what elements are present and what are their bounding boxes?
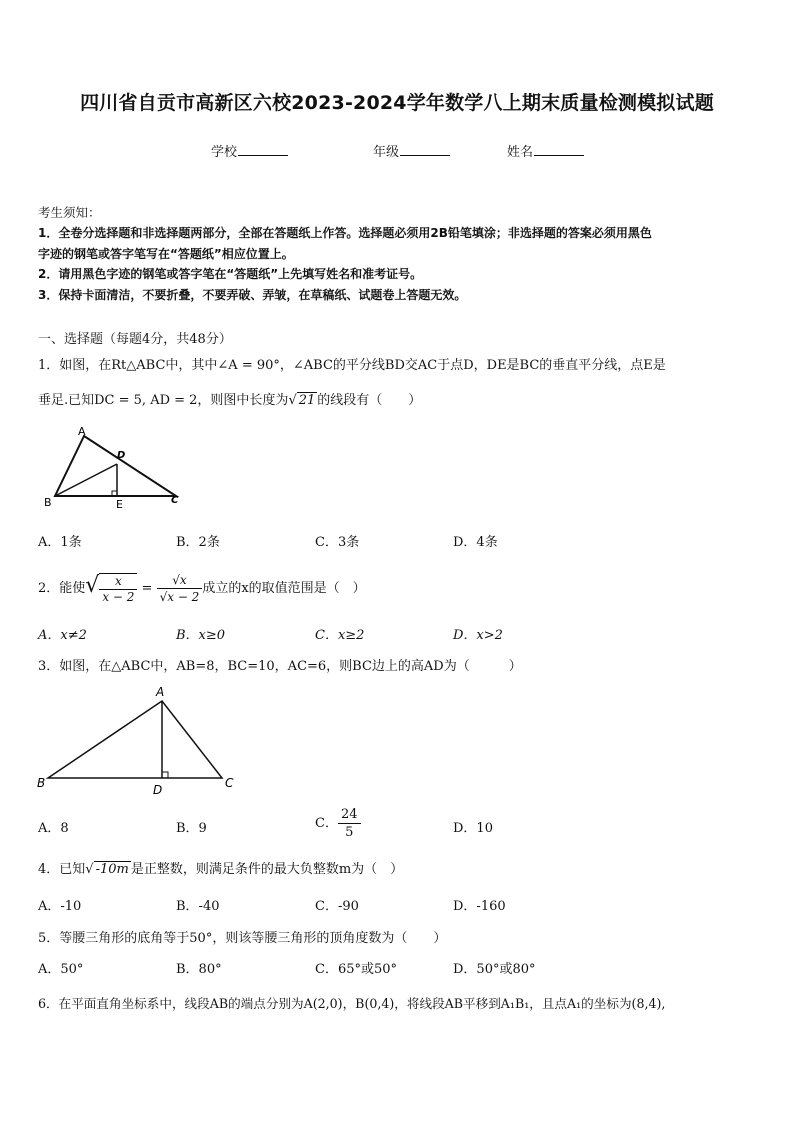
label-e: E — [116, 498, 123, 511]
label-c: C — [171, 495, 179, 506]
grade-blank[interactable] — [400, 143, 450, 156]
q3-option-d[interactable]: D．10 — [453, 821, 493, 836]
q1-figure — [38, 420, 188, 515]
notice-item: 2．请用黑色字迹的钢笔或答字笔在“答题纸”上先填写姓名和准考证号。 — [38, 267, 423, 281]
school-blank[interactable] — [238, 143, 288, 156]
name-field[interactable] — [507, 141, 584, 160]
q3-option-c-frac — [338, 806, 361, 841]
q1-option-b[interactable]: B．2条 — [176, 535, 220, 550]
q3-c-num: 24 — [338, 806, 361, 824]
label-a: A — [78, 425, 86, 438]
q6-stem: 6．在平面直角坐标系中，线段AB的端点分别为A(2,0)，B(0,4)，将线段AB平移到A₁B₁，且点A₁的坐标为(8,4), — [38, 996, 666, 1011]
q1-option-d[interactable]: D．4条 — [453, 535, 498, 550]
label-a: A — [156, 685, 165, 699]
q5-option-a[interactable]: A．50° — [38, 962, 84, 977]
q2-rnum: x — [179, 573, 187, 587]
school-label: 学校 — [211, 145, 238, 160]
q5-option-c[interactable]: C．65°或50° — [315, 962, 398, 977]
q2-frac-left — [99, 573, 137, 605]
q4-stem: 4．已知√ -10m 是正整数，则满足条件的最大负整数m为（ ） — [38, 862, 404, 877]
name-blank[interactable] — [534, 143, 584, 156]
q4-option-b[interactable]: B．-40 — [176, 899, 220, 914]
q2-rden: x − 2 — [167, 590, 200, 604]
q1-line2-pre: 垂足.已知DC = 5, AD = 2，则图中长度为 — [38, 393, 289, 408]
q1-line1: 1．如图，在Rt△ABC中，其中∠A = 90°，∠ABC的平分线BD交AC于点D，DE是BC的垂直平分线，点E是 — [38, 358, 666, 373]
label-b: B — [44, 496, 52, 509]
label-d: D — [117, 450, 126, 461]
label-d: D — [153, 783, 163, 797]
q3-stem: 3．如图，在△ABC中，AB=8，BC=10，AC=6，则BC边上的高AD为（ ） — [38, 659, 522, 674]
q2-option-c[interactable]: C．x≥2 — [315, 628, 365, 643]
q3-option-b[interactable]: B．9 — [176, 821, 207, 836]
q4-option-a[interactable]: A．-10 — [38, 899, 82, 914]
q4-option-c[interactable]: C．-90 — [315, 899, 359, 914]
label-c: C — [225, 776, 234, 790]
school-field[interactable] — [211, 141, 288, 160]
q3-option-c-label: C． — [315, 816, 338, 831]
notice-item: 1．全卷分选择题和非选择题两部分，全部在答题纸上作答。选择题必须用2B铅笔填涂；非选择题的答案必须用黑色 — [38, 226, 652, 240]
q4-pre: 4．已知 — [38, 862, 86, 877]
q1-line2-post: 的线段有（ ） — [317, 393, 422, 408]
label-b: B — [37, 776, 46, 790]
q2-post: 成立的x的取值范围是（ ） — [202, 581, 366, 596]
q1-line2: 垂足.已知DC = 5, AD = 2，则图中长度为√ 21 的线段有（ ） — [38, 393, 422, 408]
q5-option-d[interactable]: D．50°或80° — [453, 962, 536, 977]
q2-frac-right: $\frac{√x}{√x - 2}$ — [157, 572, 203, 605]
q1-option-c[interactable]: C．3条 — [315, 535, 360, 550]
section-heading: 一、选择题（每题4分，共48分） — [38, 332, 232, 347]
right-angle-mark — [162, 772, 168, 778]
q2-option-d[interactable]: D．x>2 — [453, 628, 503, 643]
q3-figure — [34, 683, 244, 798]
q3-option-c[interactable] — [315, 804, 361, 844]
notice-heading: 考生须知： — [38, 205, 101, 220]
q5-stem: 5．等腰三角形的底角等于50°，则该等腰三角形的顶角度数为（ ） — [38, 931, 447, 946]
name-label: 姓名 — [507, 145, 534, 160]
grade-label: 年级 — [373, 145, 400, 160]
q3-c-den: 5 — [345, 825, 354, 840]
q1-sqrt: 21 — [298, 393, 316, 408]
triangle-abc — [48, 701, 222, 778]
q2-frac-den: x − 2 — [102, 589, 135, 604]
q2-option-b[interactable]: B．x≥0 — [176, 628, 226, 643]
notice-item: 3．保持卡面清洁，不要折叠，不要弄破、弄皱，在草稿纸、试题卷上答题无效。 — [38, 288, 467, 302]
q4-sqrt: -10m — [95, 862, 129, 877]
q1-option-a[interactable]: A．1条 — [38, 535, 82, 550]
q4-option-d[interactable]: D．-160 — [453, 899, 506, 914]
q2-frac-num: x — [99, 574, 137, 590]
q4-post: 是正整数，则满足条件的最大负整数m为（ ） — [130, 862, 404, 877]
bisector-bd — [55, 464, 117, 496]
page-title: 四川省自贡市高新区六校2023-2024学年数学八上期末质量检测模拟试题 — [80, 92, 714, 114]
grade-field[interactable] — [373, 141, 450, 160]
q3-option-a[interactable]: A．8 — [38, 821, 69, 836]
notice-item: 字迹的钢笔或答字笔写在“答题纸”相应位置上。 — [38, 247, 294, 261]
q5-option-b[interactable]: B．80° — [176, 962, 222, 977]
q2-pre: 2．能使 — [38, 581, 86, 596]
q2-stem: 2．能使√ $\frac{x}{x - 2}$ = $\frac{√x}{√x - 2}$ 成立的x的取值范围是（ ） — [38, 573, 366, 604]
q2-option-a[interactable]: A．x≠2 — [38, 628, 87, 643]
